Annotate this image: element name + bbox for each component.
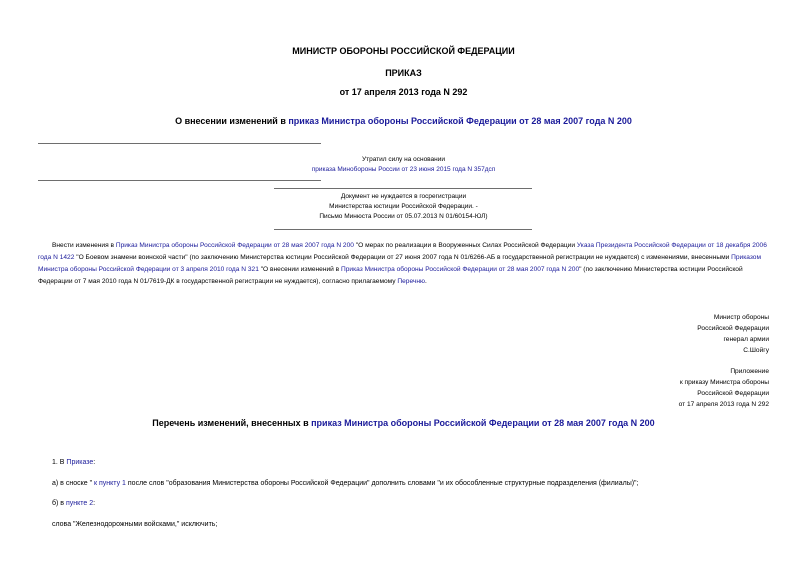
order-321-link[interactable]: Приказом Министра обороны Российской Федерации от 3 апреля 2010 года N 321 [38, 254, 762, 273]
ministry-heading: МИНИСТР ОБОРОНЫ РОССИЙСКОЙ ФЕДЕРАЦИИ [292, 46, 515, 56]
appendix-line4: от 17 апреля 2013 года N 292 [678, 401, 769, 408]
item-1-link[interactable]: Приказе [66, 459, 94, 466]
item-a-suffix: после слов "образования Министерства обороны Российской Федерации" дополнить словами "и их обособленные структурные подразделения (филиалы)"; [125, 480, 639, 487]
main-text-5: " (по заключению Министерства юстиции Российской Федерации от 7 мая 2010 года N 01/7619-ДК в государственной регистрации не нуждается), согласно прилагаемому [38, 266, 743, 285]
presidential-decree-link[interactable]: Указа Президента Российской Федерации от 18 декабря 2006 года N 1422 [38, 242, 767, 261]
item-b [52, 500, 95, 507]
invalid-note-link[interactable]: приказа Минобороны России от 23 июня 2015 года N 357дсп [311, 166, 496, 173]
title-prefix: О внесении изменений в [175, 116, 289, 126]
main-text-6: . [424, 278, 427, 285]
item-a-link[interactable]: к пункту 1 [94, 480, 126, 487]
item-1-suffix: : [93, 459, 96, 466]
item-a-prefix: а) в сноске " [52, 480, 94, 487]
signature-name: С.Шойгу [743, 347, 769, 354]
list-title [0, 418, 807, 428]
item-b-prefix: б) в [52, 500, 66, 507]
appendix-block [679, 366, 769, 410]
appendix-line1: Приложение [730, 368, 769, 375]
divider-invalid-bottom [38, 180, 321, 181]
item-a [52, 480, 639, 487]
divider-top [38, 143, 321, 144]
registration-note-line2: Министерства юстиции Российской Федерации. - [329, 203, 478, 210]
appendix-line2: к приказу Министра обороны [679, 379, 769, 386]
divider-registration-top [274, 188, 532, 189]
document-date-number: от 17 апреля 2013 года N 292 [339, 87, 468, 97]
registration-note-line3: Письмо Минюста России от 05.07.2013 N 01/60154-ЮЛ) [319, 213, 488, 220]
list-title-link[interactable]: приказ Министра обороны Российской Федерации от 28 мая 2007 года N 200 [311, 418, 655, 428]
divider-registration-bottom [274, 229, 532, 230]
item-b-text: слова "Железнодорожными войсками," исключить; [52, 521, 218, 528]
main-text-4: "О внесении изменений в [258, 266, 342, 273]
order-200-link[interactable]: Приказ Министра обороны Российской Федерации от 28 мая 2007 года N 200 [115, 242, 354, 249]
document-type: ПРИКАЗ [385, 68, 422, 78]
item-1 [52, 459, 95, 466]
title-link[interactable]: приказ Министра обороны Российской Федерации от 28 мая 2007 года N 200 [288, 116, 632, 126]
list-link[interactable]: Перечню [397, 278, 425, 285]
main-text-1: Внести изменения в [52, 242, 116, 249]
signature-block [697, 312, 769, 356]
main-text-2: "О мерах по реализации в Вооруженных Силах Российской Федерации [353, 242, 577, 249]
registration-note-line1: Документ не нуждается в госрегистрации [340, 193, 467, 200]
signature-line2: Российской Федерации [697, 325, 769, 332]
item-1-prefix: 1. В [52, 459, 67, 466]
item-b-link[interactable]: пункте 2 [65, 500, 94, 507]
signature-line1: Министр обороны [713, 314, 769, 321]
order-200-link-2[interactable]: Приказ Министра обороны Российской Федерации от 28 мая 2007 года N 200 [341, 266, 580, 273]
main-paragraph [38, 240, 771, 288]
signature-line3: генерал армии [723, 336, 769, 343]
item-b-suffix: : [93, 500, 96, 507]
document-title [0, 116, 807, 126]
main-text-3: "О Боевом знамени воинской части" (по заключению Министерства юстиции Российской Федерации от 27 июня 2007 года N 01/6266-АБ в государственной регистрации не нуждается) с изменениями, внесенными [74, 254, 732, 261]
list-title-prefix: Перечень изменений, внесенных в [152, 418, 312, 428]
appendix-line3: Российской Федерации [697, 390, 769, 397]
invalid-note-text: Утратил силу на основании [361, 156, 446, 163]
